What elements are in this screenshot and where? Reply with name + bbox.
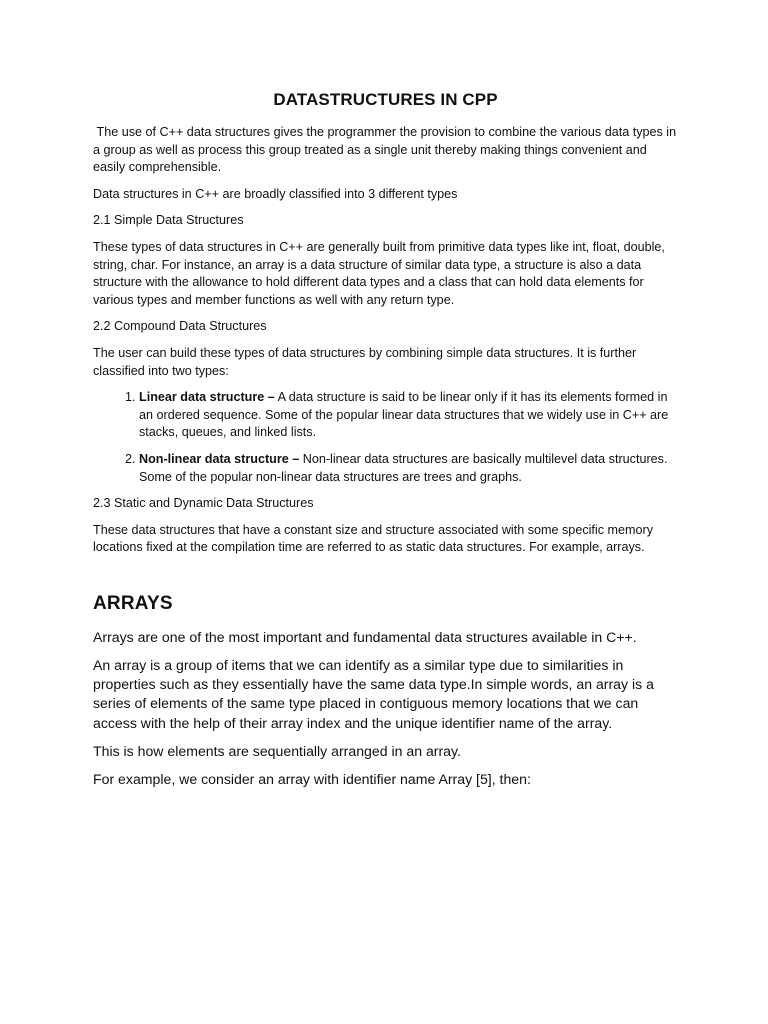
list-item-term: Linear data structure – <box>139 390 275 405</box>
list-item <box>139 451 678 486</box>
list-item <box>139 389 678 442</box>
classification-paragraph: Data structures in C++ are broadly classified into 3 different types <box>93 186 458 201</box>
static-paragraph: These data structures that have a constant size and structure associated with some specific memory locations fixed at the compilation time are referred to as static data structures. For example, arrays. <box>93 522 653 555</box>
simple-paragraph: These types of data structures in C++ are generally built from primitive data types like int, float, double, string, char. For instance, an array is a data structure of similar data type, a structure is also a data structure with the allowance to hold different data types and a class that can hold data elements for various types and member functions as well with any return type. <box>93 239 665 307</box>
simple-heading: 2.1 Simple Data Structures <box>93 213 244 228</box>
list-item-term: Non-linear data structure – <box>139 451 300 466</box>
compound-paragraph: The user can build these types of data structures by combining simple data structures. It is further classified into two types: <box>93 345 637 378</box>
document-body <box>93 90 678 798</box>
arrays-paragraph-3: This is how elements are sequentially arranged in an array. <box>93 742 461 759</box>
static-heading: 2.3 Static and Dynamic Data Structures <box>93 496 314 511</box>
intro-paragraph: The use of C++ data structures gives the programmer the provision to combine the various data types in a group as well as process this group treated as a single unit thereby making things convenient and easily comprehensible. <box>93 125 680 175</box>
list-item-text: A data structure is said to be linear only if it has its elements formed in an ordered sequence. Some of the popular linear data structures that we widely use in C++ are stacks, queues, and linked lists. <box>139 390 669 440</box>
compound-types-list <box>93 389 678 486</box>
arrays-paragraph-4: For example, we consider an array with identifier name Array [5], then: <box>93 771 531 788</box>
document-title: DATASTRUCTURES IN CPP <box>273 90 498 109</box>
compound-heading: 2.2 Compound Data Structures <box>93 319 267 334</box>
arrays-paragraph-1: Arrays are one of the most important and fundamental data structures available in C++. <box>93 628 637 645</box>
arrays-heading: ARRAYS <box>93 592 173 614</box>
list-item-text: Non-linear data structures are basically multilevel data structures. Some of the popular non-linear data structures are trees and graphs. <box>139 451 668 484</box>
arrays-paragraph-2: An array is a group of items that we can identify as a similar type due to similarities in properties such as they essentially have the same data type.In simple words, an array is a series of elements of the same type placed in contiguous memory locations that we can access with the help of their array index and the unique identifier name of the array. <box>93 657 654 731</box>
